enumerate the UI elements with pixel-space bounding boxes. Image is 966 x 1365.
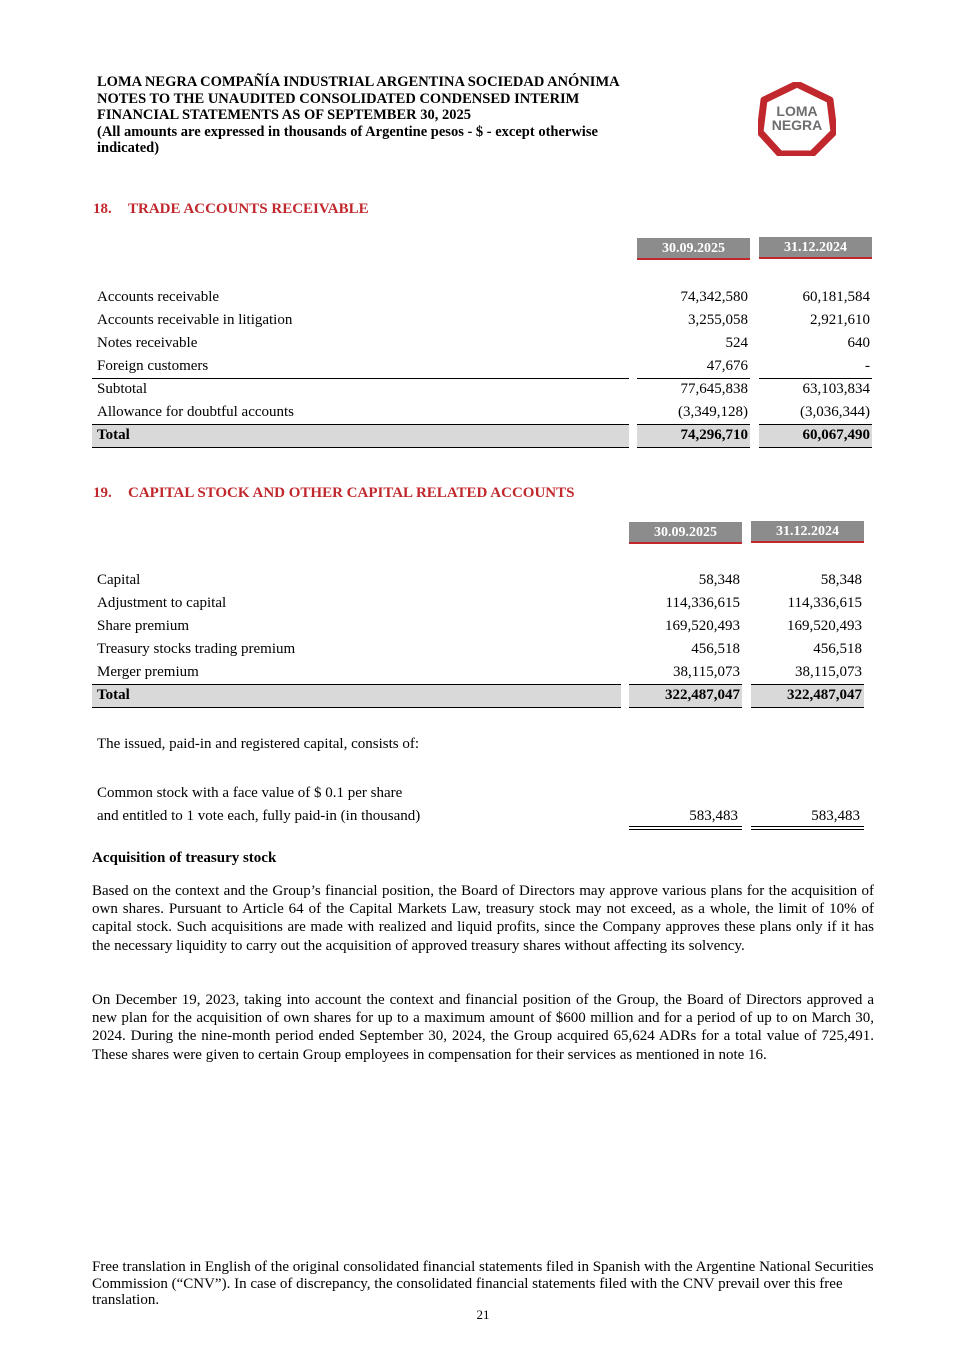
table-row <box>92 569 866 592</box>
row-label: Total <box>97 427 130 443</box>
value-prior: 114,336,615 <box>787 595 862 611</box>
table-row <box>92 661 866 684</box>
row-divider <box>759 447 872 448</box>
value-current: 169,520,493 <box>665 618 740 634</box>
table-row <box>92 401 874 424</box>
row-divider <box>629 707 742 708</box>
row-label: Adjustment to capital <box>97 595 227 611</box>
section-number: 19. <box>93 485 112 501</box>
header-line: LOMA NEGRA COMPAÑÍA INDUSTRIAL ARGENTINA SOCIEDAD ANÓNIMA <box>97 74 620 90</box>
value-current: 38,115,073 <box>673 664 740 680</box>
value-current: 456,518 <box>691 641 740 657</box>
logo-text: LOMA <box>776 103 818 119</box>
value-current: 583,483 <box>689 808 738 824</box>
value-current: 322,487,047 <box>665 687 740 703</box>
value-prior: 640 <box>847 335 870 351</box>
table-row <box>92 592 866 615</box>
value-prior: 2,921,610 <box>810 312 870 328</box>
value-current: (3,349,128) <box>678 404 748 420</box>
section-heading: CAPITAL STOCK AND OTHER CAPITAL RELATED ACCOUNTS <box>128 485 575 501</box>
table-row <box>92 378 874 401</box>
table-row <box>92 286 874 309</box>
issued-capital-intro: The issued, paid-in and registered capital, consists of: <box>97 736 419 752</box>
value-prior: 456,518 <box>813 641 862 657</box>
company-logo <box>758 82 836 156</box>
row-label: Share premium <box>97 618 190 634</box>
header-line: indicated) <box>97 140 160 156</box>
header-line: NOTES TO THE UNAUDITED CONSOLIDATED CONDENSED INTERIM <box>97 90 580 107</box>
header-line: (All amounts are expressed in thousands of Argentine pesos - $ - except otherwise <box>97 123 598 140</box>
row-label: Accounts receivable <box>97 289 220 305</box>
common-stock-line: Common stock with a face value of $ 0.1 per share <box>97 785 403 801</box>
section-number: 18. <box>93 201 112 217</box>
value-prior: (3,036,344) <box>800 404 870 420</box>
row-divider <box>751 707 864 708</box>
column-header: 31.12.2024 <box>759 237 872 259</box>
row-label: Capital <box>97 572 141 588</box>
row-divider <box>92 447 629 448</box>
column-header: 31.12.2024 <box>751 521 864 543</box>
table-row <box>92 309 874 332</box>
row-divider <box>92 707 621 708</box>
value-current: 58,348 <box>698 572 740 588</box>
table-row <box>92 615 866 638</box>
section-heading: TRADE ACCOUNTS RECEIVABLE <box>128 201 369 217</box>
value-current: 3,255,058 <box>688 312 748 328</box>
value-prior: 169,520,493 <box>787 618 862 634</box>
column-header: 30.09.2025 <box>637 238 750 260</box>
row-label: Accounts receivable in litigation <box>97 312 293 328</box>
value-prior: 63,103,834 <box>802 381 870 397</box>
row-label: Total <box>97 687 130 703</box>
subsection-heading: Acquisition of treasury stock <box>92 850 277 866</box>
row-label: Foreign customers <box>97 358 209 374</box>
value-current: 114,336,615 <box>665 595 740 611</box>
double-underline <box>751 826 864 830</box>
value-prior: 583,483 <box>811 808 860 824</box>
row-label: Merger premium <box>97 664 199 680</box>
value-current: 77,645,838 <box>680 381 748 397</box>
row-label: Allowance for doubtful accounts <box>97 404 295 420</box>
header-line: FINANCIAL STATEMENTS AS OF SEPTEMBER 30, 2025 <box>97 107 471 123</box>
value-prior: 58,348 <box>820 572 862 588</box>
row-label: Notes receivable <box>97 335 198 351</box>
total-row <box>92 684 866 707</box>
section-title <box>93 485 574 502</box>
table-row <box>92 332 874 355</box>
section-title <box>93 201 369 218</box>
row-divider <box>637 447 750 448</box>
value-current: 47,676 <box>706 358 748 374</box>
value-prior: 322,487,047 <box>787 687 862 703</box>
table-row <box>92 355 874 378</box>
value-current: 74,296,710 <box>680 427 748 443</box>
double-underline <box>629 826 742 830</box>
value-prior: 38,115,073 <box>795 664 862 680</box>
value-prior: 60,067,490 <box>802 427 870 443</box>
total-row <box>92 424 874 447</box>
common-stock-line: and entitled to 1 vote each, fully paid-in (in thousand) <box>97 808 421 824</box>
value-prior: 60,181,584 <box>802 289 870 305</box>
paragraph: Based on the context and the Group’s financial position, the Board of Directors may approve various plans for the acquisition of own shares. Pursuant to Article 64 of the Capital Markets Law, treasury stock may not exceed, as a whole, the limit of 10% of capital stock. Such acquisitions are made with realized and liquid profits, since the Company approves these plans only if it has the necessary liquidity to carry out the acquisition of approved treasury shares without affecting its solvency. <box>92 883 874 954</box>
column-header: 30.09.2025 <box>629 522 742 544</box>
document-header <box>97 74 717 157</box>
table-row <box>92 638 866 661</box>
paragraph: On December 19, 2023, taking into account the context and financial position of the Group, the Board of Directors approved a new plan for the acquisition of own shares for up to a maximum amount of $600 million and for a period of up to on March 30, 2024. During the nine-month period ended September 30, 2024, the Group acquired 65,624 ADRs for a total value of 725,491. These shares were given to certain Group employees in compensation for their services as mentioned in note 16. <box>92 992 874 1063</box>
page-number: 21 <box>476 1307 490 1322</box>
row-label: Treasury stocks trading premium <box>97 641 296 657</box>
footer-note: Free translation in English of the original consolidated financial statements filed in Spanish with the Argentine National Securities Commission (“CNV”). In case of discrepancy, the consolidated financial statements filed with the CNV prevail over this free translation. <box>92 1259 874 1308</box>
logo-text: NEGRA <box>771 117 823 133</box>
value-prior: - <box>865 358 870 374</box>
value-current: 524 <box>725 335 748 351</box>
value-current: 74,342,580 <box>680 289 748 305</box>
row-label: Subtotal <box>97 381 148 397</box>
